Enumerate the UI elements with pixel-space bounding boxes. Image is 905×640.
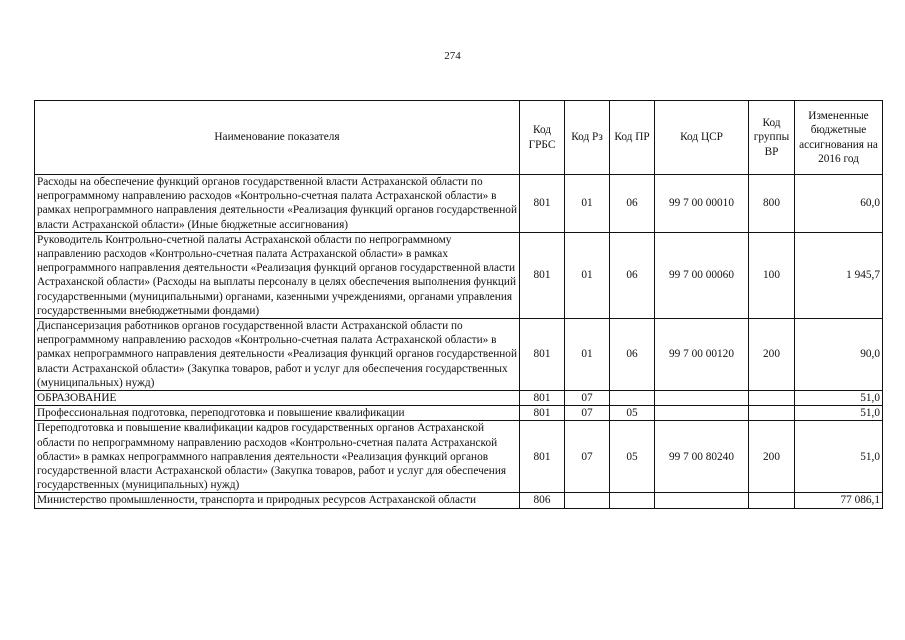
row-grbs: 806 xyxy=(520,493,565,508)
header-rz: Код Рз xyxy=(565,101,610,175)
row-rz: 01 xyxy=(565,319,610,391)
table-row xyxy=(35,391,883,406)
row-amount: 77 086,1 xyxy=(795,493,883,508)
row-amount: 1 945,7 xyxy=(795,232,883,318)
table-row xyxy=(35,319,883,391)
row-name: ОБРАЗОВАНИЕ xyxy=(35,391,520,406)
row-vr: 200 xyxy=(749,421,795,493)
row-rz xyxy=(565,493,610,508)
row-name: Профессиональная подготовка, переподготовка и повышение квалификации xyxy=(35,406,520,421)
row-csr xyxy=(655,391,749,406)
row-rz: 07 xyxy=(565,391,610,406)
row-name: Диспансеризация работников органов государственной власти Астраханской области по непрограммному направлению расходов «Контрольно-счетная палата Астраханской области» в рамках непрограммного направления деятельности «Реализация функций органов государственной власти Астраханской области» (Закупка товаров, работ и услуг для обеспечения государственных (муниципальных) нужд) xyxy=(35,319,520,391)
row-amount: 51,0 xyxy=(795,391,883,406)
header-pr: Код ПР xyxy=(610,101,655,175)
table-row xyxy=(35,406,883,421)
row-csr: 99 7 00 00010 xyxy=(655,175,749,233)
row-rz: 07 xyxy=(565,406,610,421)
table-row xyxy=(35,232,883,318)
row-grbs: 801 xyxy=(520,232,565,318)
page-number: 274 xyxy=(444,50,461,62)
row-vr xyxy=(749,391,795,406)
row-vr: 800 xyxy=(749,175,795,233)
table-header-row xyxy=(35,101,883,175)
row-amount: 51,0 xyxy=(795,421,883,493)
row-csr: 99 7 00 80240 xyxy=(655,421,749,493)
header-amount: Измененные бюджетные ассигнования на 2016 год xyxy=(795,101,883,175)
row-name: Руководитель Контрольно-счетной палаты Астраханской области по непрограммному направлению расходов «Контрольно-счетная палата Астраханской области» в рамках непрограммного направления деятельности «Реализация функций органов государственной власти Астраханской области» (Расходы на выплаты персоналу в целях обеспечения выполнения функций государственными (муниципальными) органами, казенными учреждениями, органами управления государственными внебюджетными фондами) xyxy=(35,232,520,318)
row-vr: 200 xyxy=(749,319,795,391)
row-name: Переподготовка и повышение квалификации кадров государственных органов Астраханской области по непрограммному направлению расходов «Контрольно-счетная палата Астраханской области» в рамках непрограммного направления деятельности «Реализация функций органов государственной власти Астраханской области» (Закупка товаров, работ и услуг для обеспечения государственных (муниципальных) нужд) xyxy=(35,421,520,493)
header-vr: Код группы ВР xyxy=(749,101,795,175)
row-name: Министерство промышленности, транспорта и природных ресурсов Астраханской области xyxy=(35,493,520,508)
row-amount: 90,0 xyxy=(795,319,883,391)
row-pr xyxy=(610,493,655,508)
row-vr xyxy=(749,406,795,421)
row-name: Расходы на обеспечение функций органов государственной власти Астраханской области по непрограммному направлению расходов «Контрольно-счетная палата Астраханской области» в рамках непрограммного направления деятельности «Реализация функций органов государственной власти Астраханской области» (Иные бюджетные ассигнования) xyxy=(35,175,520,233)
row-grbs: 801 xyxy=(520,391,565,406)
table-row xyxy=(35,175,883,233)
row-rz: 07 xyxy=(565,421,610,493)
row-grbs: 801 xyxy=(520,175,565,233)
row-pr: 06 xyxy=(610,175,655,233)
row-pr: 05 xyxy=(610,421,655,493)
row-grbs: 801 xyxy=(520,319,565,391)
header-grbs: Код ГРБС xyxy=(520,101,565,175)
row-vr: 100 xyxy=(749,232,795,318)
row-amount: 60,0 xyxy=(795,175,883,233)
table-row xyxy=(35,493,883,508)
header-indicator-name: Наименование показателя xyxy=(35,101,520,175)
row-pr: 06 xyxy=(610,319,655,391)
row-csr: 99 7 00 00060 xyxy=(655,232,749,318)
header-csr: Код ЦСР xyxy=(655,101,749,175)
table-row xyxy=(35,421,883,493)
row-csr: 99 7 00 00120 xyxy=(655,319,749,391)
row-csr xyxy=(655,493,749,508)
row-pr: 06 xyxy=(610,232,655,318)
row-amount: 51,0 xyxy=(795,406,883,421)
row-rz: 01 xyxy=(565,175,610,233)
row-pr xyxy=(610,391,655,406)
row-grbs: 801 xyxy=(520,406,565,421)
row-rz: 01 xyxy=(565,232,610,318)
row-pr: 05 xyxy=(610,406,655,421)
row-csr xyxy=(655,406,749,421)
budget-table xyxy=(34,100,883,509)
row-grbs: 801 xyxy=(520,421,565,493)
row-vr xyxy=(749,493,795,508)
